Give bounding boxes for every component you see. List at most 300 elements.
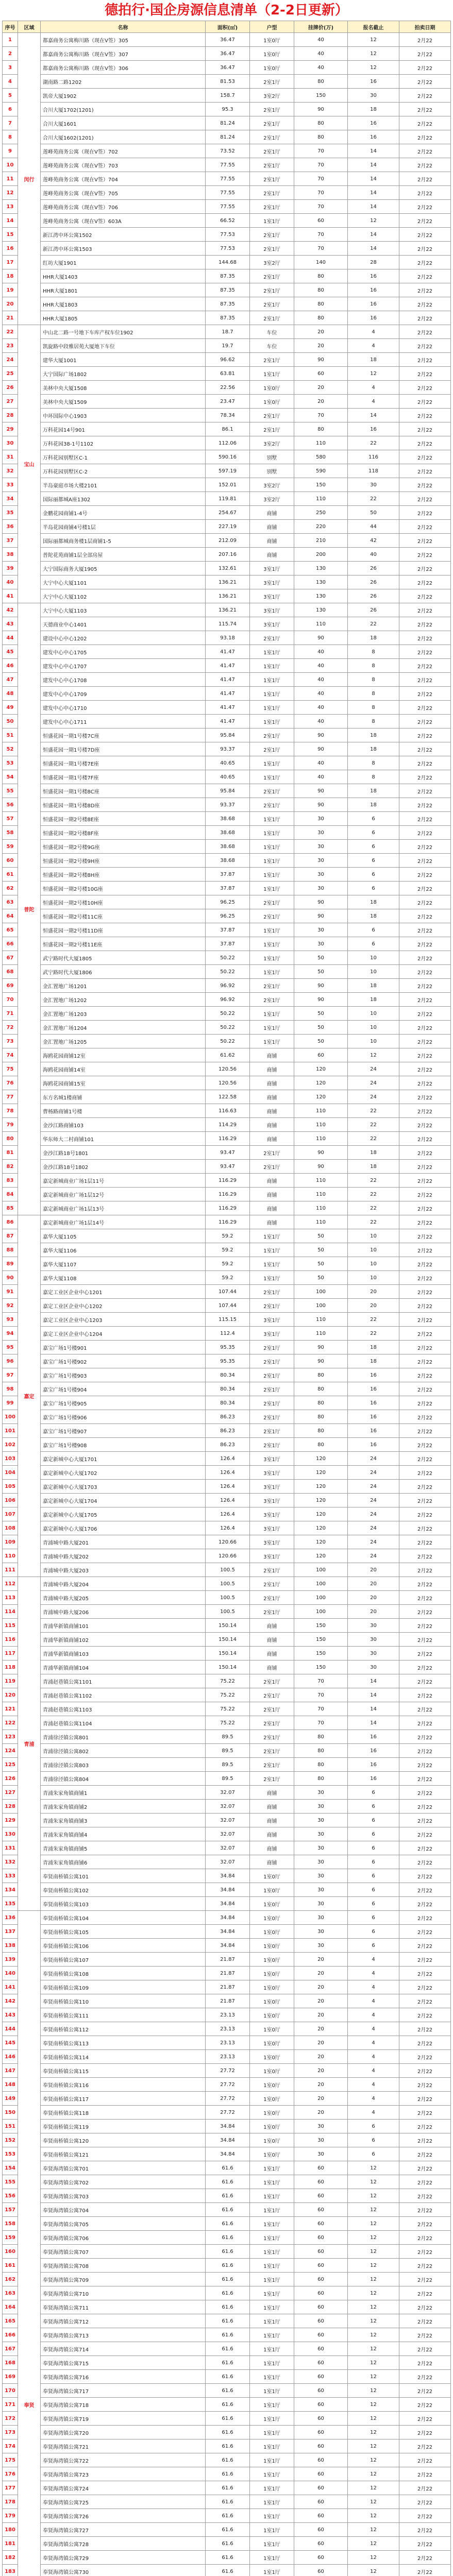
row-number: 160 — [3, 2245, 18, 2259]
deadline: 4 — [348, 2078, 399, 2092]
deadline: 4 — [348, 2036, 399, 2050]
unit-type: 1室1厅 — [250, 812, 294, 826]
list-price: 80 — [294, 75, 348, 89]
list-price: 60 — [294, 2161, 348, 2175]
table-row — [3, 2439, 451, 2453]
area: 34.84 — [206, 2133, 250, 2147]
row-number: 147 — [3, 2064, 18, 2078]
unit-type: 商铺 — [250, 548, 294, 562]
list-price: 150 — [294, 1633, 348, 1647]
row-number: 51 — [3, 728, 18, 742]
table-row — [3, 895, 451, 909]
list-price: 60 — [294, 2439, 348, 2453]
listing-name: 青浦城中路大厦204 — [41, 1577, 206, 1591]
list-price: 30 — [294, 1939, 348, 1953]
auction-date: 2月22 — [399, 1953, 451, 1967]
unit-type: 1室0厅 — [250, 2120, 294, 2133]
auction-date: 2月22 — [399, 1201, 451, 1215]
deadline: 12 — [348, 2161, 399, 2175]
auction-date: 2月22 — [399, 2203, 451, 2217]
unit-type: 1室0厅 — [250, 2050, 294, 2064]
auction-date: 2月22 — [399, 1925, 451, 1939]
row-number: 8 — [3, 130, 18, 144]
listing-name: 建发中心中心1709 — [41, 687, 206, 701]
deadline: 20 — [348, 1577, 399, 1591]
row-number: 125 — [3, 1758, 18, 1772]
row-number: 134 — [3, 1883, 18, 1897]
table-row — [3, 1118, 451, 1132]
row-number: 100 — [3, 1410, 18, 1424]
listing-name: 恒盛花园一期2号楼11C座 — [41, 909, 206, 923]
deadline: 40 — [348, 548, 399, 562]
table-row — [3, 2384, 451, 2398]
listing-name: 奉贤海湾镇公寓710 — [41, 2286, 206, 2300]
deadline: 8 — [348, 673, 399, 687]
unit-type: 3室2厅 — [250, 89, 294, 103]
listing-name: 奉贤南桥镇公寓119 — [41, 2120, 206, 2133]
area: 96.62 — [206, 353, 250, 367]
auction-date: 2月22 — [399, 339, 451, 353]
area: 100.5 — [206, 1591, 250, 1605]
deadline: 16 — [348, 1758, 399, 1772]
table-row — [3, 1535, 451, 1549]
area: 59.2 — [206, 1243, 250, 1257]
deadline: 6 — [348, 2147, 399, 2161]
area: 61.6 — [206, 2565, 250, 2576]
area: 116.63 — [206, 1104, 250, 1118]
auction-date: 2月22 — [399, 144, 451, 158]
listing-name: 恒盛花园一期1号楼8D座 — [41, 798, 206, 812]
area: 80.34 — [206, 1382, 250, 1396]
unit-type: 1室1厅 — [250, 2342, 294, 2356]
list-price: 120 — [294, 1466, 348, 1480]
table-row — [3, 1090, 451, 1104]
list-price: 120 — [294, 1521, 348, 1535]
unit-type: 3室2厅 — [250, 436, 294, 450]
unit-type: 1室1厅 — [250, 645, 294, 659]
table-row — [3, 2300, 451, 2314]
deadline: 24 — [348, 1494, 399, 1507]
list-price: 110 — [294, 1104, 348, 1118]
deadline: 14 — [348, 172, 399, 186]
area: 27.72 — [206, 2106, 250, 2120]
unit-type: 商铺 — [250, 1786, 294, 1800]
listing-name: 海鸥花园商铺12室 — [41, 1048, 206, 1062]
table-row — [3, 1674, 451, 1688]
deadline: 16 — [348, 1424, 399, 1438]
row-number: 73 — [3, 1035, 18, 1048]
listing-name: 奉贤海湾镇公寓703 — [41, 2189, 206, 2203]
listing-name: 奉贤南桥镇公寓107 — [41, 1953, 206, 1967]
auction-date: 2月22 — [399, 1174, 451, 1188]
table-row — [3, 61, 451, 75]
row-number: 98 — [3, 1382, 18, 1396]
area: 89.5 — [206, 1758, 250, 1772]
row-number: 61 — [3, 868, 18, 882]
deadline: 10 — [348, 1035, 399, 1048]
auction-date: 2月22 — [399, 2064, 451, 2078]
table-row — [3, 979, 451, 993]
listing-name: 恒盛花园一期2号楼11D座 — [41, 923, 206, 937]
auction-date: 2月22 — [399, 1535, 451, 1549]
area: 37.87 — [206, 937, 250, 951]
deadline: 6 — [348, 1897, 399, 1911]
deadline: 28 — [348, 256, 399, 269]
row-number: 153 — [3, 2147, 18, 2161]
listing-name: 奉贤海湾镇公寓712 — [41, 2314, 206, 2328]
area: 75.22 — [206, 1688, 250, 1702]
listing-name: 恒盛花园一期1号楼7F座 — [41, 770, 206, 784]
area: 107.44 — [206, 1299, 250, 1313]
unit-type: 3室1厅 — [250, 1507, 294, 1521]
list-price: 30 — [294, 937, 348, 951]
row-number: 22 — [3, 325, 18, 339]
list-price: 20 — [294, 325, 348, 339]
deadline: 12 — [348, 2495, 399, 2509]
unit-type: 1室0厅 — [250, 1883, 294, 1897]
deadline: 22 — [348, 1201, 399, 1215]
deadline: 4 — [348, 395, 399, 409]
listing-name: 奉贤海湾镇公寓714 — [41, 2342, 206, 2356]
table-row — [3, 742, 451, 756]
list-price: 20 — [294, 2078, 348, 2092]
unit-type: 商铺 — [250, 1118, 294, 1132]
deadline: 10 — [348, 1257, 399, 1271]
list-price: 120 — [294, 1549, 348, 1563]
deadline: 14 — [348, 242, 399, 256]
row-number: 77 — [3, 1090, 18, 1104]
area: 63.81 — [206, 367, 250, 381]
area: 37.87 — [206, 868, 250, 882]
unit-type: 2室1厅 — [250, 422, 294, 436]
row-number: 148 — [3, 2078, 18, 2092]
list-price: 100 — [294, 1299, 348, 1313]
unit-type: 3室1厅 — [250, 589, 294, 603]
listing-name: 中山北二路一号地下车库产权车位1902 — [41, 325, 206, 339]
unit-type: 1室1厅 — [250, 2217, 294, 2231]
unit-type: 1室1厅 — [250, 2398, 294, 2412]
listing-name: 嘉宝广场1号楼906 — [41, 1410, 206, 1424]
table-row — [3, 228, 451, 242]
area: 120.56 — [206, 1076, 250, 1090]
list-price: 90 — [294, 353, 348, 367]
auction-date: 2月22 — [399, 242, 451, 256]
list-price: 70 — [294, 1702, 348, 1716]
row-number: 93 — [3, 1313, 18, 1327]
auction-date: 2月22 — [399, 33, 451, 47]
auction-date: 2月22 — [399, 993, 451, 1007]
auction-date: 2月22 — [399, 2370, 451, 2384]
listing-name: 青浦城中路大厦205 — [41, 1591, 206, 1605]
unit-type: 1室1厅 — [250, 840, 294, 854]
auction-date: 2月22 — [399, 409, 451, 422]
area: 61.6 — [206, 2300, 250, 2314]
table-row — [3, 103, 451, 116]
unit-type: 1室1厅 — [250, 673, 294, 687]
listing-name: 奉贤南桥镇公寓118 — [41, 2106, 206, 2120]
table-row — [3, 1521, 451, 1535]
unit-type: 3室2厅 — [250, 492, 294, 506]
unit-type: 1室1厅 — [250, 1271, 294, 1285]
unit-type: 3室1厅 — [250, 603, 294, 617]
area: 152.01 — [206, 478, 250, 492]
deadline: 12 — [348, 2328, 399, 2342]
auction-date: 2月22 — [399, 534, 451, 548]
list-price: 60 — [294, 2398, 348, 2412]
deadline: 12 — [348, 1048, 399, 1062]
area: 77.53 — [206, 228, 250, 242]
unit-type: 车位 — [250, 325, 294, 339]
auction-date: 2月22 — [399, 1285, 451, 1299]
unit-type: 3室1厅 — [250, 562, 294, 575]
area: 116.29 — [206, 1201, 250, 1215]
area: 80.34 — [206, 1396, 250, 1410]
list-price: 30 — [294, 1800, 348, 1814]
table-row — [3, 1410, 451, 1424]
list-price: 50 — [294, 1243, 348, 1257]
row-number: 32 — [3, 464, 18, 478]
list-price: 60 — [294, 2384, 348, 2398]
listing-name: 恒盛花园一期2号楼10G座 — [41, 882, 206, 895]
list-price: 50 — [294, 1271, 348, 1285]
unit-type: 商铺 — [250, 1647, 294, 1660]
row-number: 16 — [3, 242, 18, 256]
unit-type: 2室1厅 — [250, 242, 294, 256]
unit-type: 1室0厅 — [250, 2008, 294, 2022]
table-row — [3, 33, 451, 47]
unit-type: 1室0厅 — [250, 1939, 294, 1953]
row-number: 78 — [3, 1104, 18, 1118]
list-price: 130 — [294, 575, 348, 589]
listing-name: 奉贤海湾镇公寓702 — [41, 2175, 206, 2189]
listing-name: 嘉定工业区企业中心1203 — [41, 1313, 206, 1327]
listing-name: 合川大厦1702(1201) — [41, 103, 206, 116]
auction-date: 2月22 — [399, 728, 451, 742]
deadline: 12 — [348, 2175, 399, 2189]
list-price: 150 — [294, 89, 348, 103]
auction-date: 2月22 — [399, 130, 451, 144]
auction-date: 2月22 — [399, 2245, 451, 2259]
area: 21.87 — [206, 1953, 250, 1967]
unit-type: 3室1厅 — [250, 1480, 294, 1494]
unit-type: 1室1厅 — [250, 2189, 294, 2203]
area: 80.34 — [206, 1368, 250, 1382]
area: 61.6 — [206, 2523, 250, 2537]
deadline: 26 — [348, 575, 399, 589]
listing-name: 金沙江路18号1801 — [41, 1146, 206, 1160]
deadline: 6 — [348, 1800, 399, 1814]
auction-date: 2月22 — [399, 116, 451, 130]
row-number: 113 — [3, 1591, 18, 1605]
list-price: 70 — [294, 1716, 348, 1730]
unit-type: 1室1厅 — [250, 2412, 294, 2426]
table-row — [3, 770, 451, 784]
unit-type: 商铺 — [250, 506, 294, 520]
auction-date: 2月22 — [399, 1827, 451, 1841]
table-row — [3, 1438, 451, 1452]
unit-type: 1室0厅 — [250, 47, 294, 61]
row-number: 11 — [3, 172, 18, 186]
row-number: 69 — [3, 979, 18, 993]
unit-type: 1室0厅 — [250, 2078, 294, 2092]
table-row — [3, 1160, 451, 1174]
table-row — [3, 1035, 451, 1048]
unit-type: 1室0厅 — [250, 33, 294, 47]
area: 50.22 — [206, 1035, 250, 1048]
listing-name: 嘉定新城中心大厦1701 — [41, 1452, 206, 1466]
deadline: 12 — [348, 2189, 399, 2203]
table-row — [3, 2426, 451, 2439]
row-number: 115 — [3, 1619, 18, 1633]
unit-type: 2室1厅 — [250, 297, 294, 311]
table-row — [3, 2356, 451, 2370]
unit-type: 3室2厅 — [250, 478, 294, 492]
auction-date: 2月22 — [399, 2217, 451, 2231]
list-price: 30 — [294, 1827, 348, 1841]
list-price: 60 — [294, 2273, 348, 2286]
unit-type: 1室1厅 — [250, 2481, 294, 2495]
row-number: 34 — [3, 492, 18, 506]
auction-date: 2月22 — [399, 1674, 451, 1688]
row-number: 41 — [3, 589, 18, 603]
area: 34.84 — [206, 1939, 250, 1953]
list-price: 90 — [294, 103, 348, 116]
table-row — [3, 1591, 451, 1605]
deadline: 22 — [348, 1327, 399, 1341]
unit-type: 3室1厅 — [250, 1313, 294, 1327]
listing-name: 奉贤海湾镇公寓705 — [41, 2217, 206, 2231]
listing-name: 万科花园别墅区C-2 — [41, 464, 206, 478]
row-number: 62 — [3, 882, 18, 895]
area: 89.5 — [206, 1744, 250, 1758]
table-row — [3, 2217, 451, 2231]
unit-type: 商铺 — [250, 1660, 294, 1674]
table-row — [3, 854, 451, 868]
row-number: 76 — [3, 1076, 18, 1090]
unit-type: 1室0厅 — [250, 61, 294, 75]
auction-date: 2月22 — [399, 1758, 451, 1772]
area: 100.5 — [206, 1605, 250, 1619]
table-row — [3, 1299, 451, 1313]
row-number: 149 — [3, 2092, 18, 2106]
deadline: 22 — [348, 436, 399, 450]
table-row — [3, 1841, 451, 1855]
table-row — [3, 2231, 451, 2245]
table-row — [3, 464, 451, 478]
listing-name: 奉贤南桥镇公寓115 — [41, 2064, 206, 2078]
row-number: 28 — [3, 409, 18, 422]
list-price: 70 — [294, 1674, 348, 1688]
deadline: 116 — [348, 450, 399, 464]
auction-date: 2月22 — [399, 422, 451, 436]
listing-name: 曹杨路商铺1号楼 — [41, 1104, 206, 1118]
table-row — [3, 2551, 451, 2565]
deadline: 6 — [348, 1786, 399, 1800]
row-number: 12 — [3, 186, 18, 200]
header-date: 拍卖日期 — [399, 21, 451, 33]
area: 34.84 — [206, 1883, 250, 1897]
district-label: 宝山 — [18, 325, 41, 603]
unit-type: 1室1厅 — [250, 951, 294, 965]
unit-type: 1室1厅 — [250, 2467, 294, 2481]
table-row — [3, 562, 451, 575]
table-row — [3, 993, 451, 1007]
area: 93.47 — [206, 1146, 250, 1160]
area: 41.47 — [206, 701, 250, 715]
listing-name: 奉贤南桥镇公寓106 — [41, 1939, 206, 1953]
table-row — [3, 214, 451, 228]
auction-date: 2月22 — [399, 464, 451, 478]
row-number: 138 — [3, 1939, 18, 1953]
deadline: 118 — [348, 464, 399, 478]
list-price: 80 — [294, 269, 348, 283]
listing-name: 奉贤南桥镇公寓113 — [41, 2036, 206, 2050]
list-price: 20 — [294, 1953, 348, 1967]
deadline: 16 — [348, 1730, 399, 1744]
row-number: 84 — [3, 1188, 18, 1201]
list-price: 80 — [294, 1368, 348, 1382]
listing-name: 嘉定新城商业广场1层12号 — [41, 1188, 206, 1201]
area: 32.07 — [206, 1786, 250, 1800]
unit-type: 商铺 — [250, 520, 294, 534]
area: 96.25 — [206, 909, 250, 923]
row-number: 42 — [3, 603, 18, 617]
auction-date: 2月22 — [399, 506, 451, 520]
table-row — [3, 1702, 451, 1716]
table-row — [3, 1354, 451, 1368]
row-number: 139 — [3, 1953, 18, 1967]
area: 61.6 — [206, 2328, 250, 2342]
table-row — [3, 1341, 451, 1354]
row-number: 151 — [3, 2120, 18, 2133]
auction-date: 2月22 — [399, 548, 451, 562]
auction-date: 2月22 — [399, 200, 451, 214]
listing-name: 奉贤海湾镇公寓701 — [41, 2161, 206, 2175]
list-price: 70 — [294, 228, 348, 242]
unit-type: 1室0厅 — [250, 2092, 294, 2106]
table-row — [3, 506, 451, 520]
deadline: 22 — [348, 492, 399, 506]
table-row — [3, 687, 451, 701]
auction-date: 2月22 — [399, 1786, 451, 1800]
deadline: 4 — [348, 381, 399, 395]
listing-name: 奉贤南桥镇公寓108 — [41, 1967, 206, 1980]
row-number: 132 — [3, 1855, 18, 1869]
row-number: 79 — [3, 1118, 18, 1132]
row-number: 179 — [3, 2509, 18, 2523]
table-row — [3, 1814, 451, 1827]
unit-type: 1室0厅 — [250, 2022, 294, 2036]
auction-date: 2月22 — [399, 1549, 451, 1563]
table-row — [3, 868, 451, 882]
table-row — [3, 2412, 451, 2426]
district-label: 嘉定 — [18, 1215, 41, 1577]
deadline: 6 — [348, 812, 399, 826]
list-price: 40 — [294, 701, 348, 715]
listing-name: 奉贤南桥镇公寓117 — [41, 2092, 206, 2106]
unit-type: 2室1厅 — [250, 1577, 294, 1591]
table-row — [3, 130, 451, 144]
auction-date: 2月22 — [399, 1494, 451, 1507]
listing-name: 嘉宝广场1号楼908 — [41, 1438, 206, 1452]
auction-date: 2月22 — [399, 1521, 451, 1535]
unit-type: 2室1厅 — [250, 1772, 294, 1786]
table-row — [3, 756, 451, 770]
deadline: 22 — [348, 1313, 399, 1327]
row-number: 140 — [3, 1967, 18, 1980]
auction-date: 2月22 — [399, 1160, 451, 1174]
unit-type: 商铺 — [250, 1090, 294, 1104]
